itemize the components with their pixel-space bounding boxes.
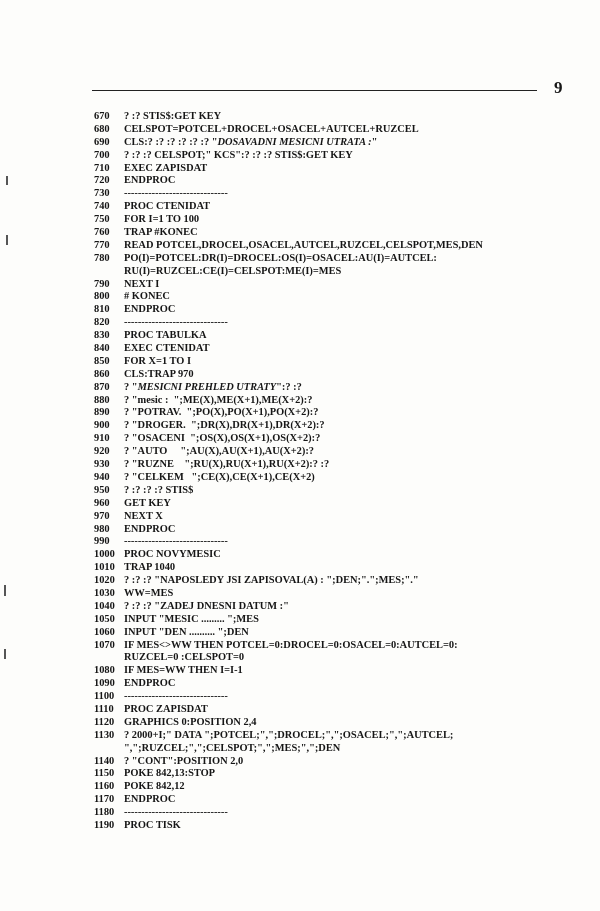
line-number: 1040 bbox=[94, 600, 115, 612]
code-line bbox=[94, 665, 594, 678]
code-line bbox=[94, 781, 594, 794]
line-code-italic: DOSAVADNI MESICNI UTRATA : bbox=[217, 136, 372, 148]
code-line bbox=[94, 201, 594, 214]
line-number: 1190 bbox=[94, 819, 115, 831]
line-number: 1120 bbox=[94, 716, 115, 728]
line-code-italic: MESICNI PREHLED UTRATY bbox=[137, 381, 277, 393]
line-number: 1090 bbox=[94, 678, 115, 690]
line-number: 810 bbox=[94, 304, 110, 316]
code-line-continuation bbox=[94, 743, 594, 756]
code-line bbox=[94, 175, 594, 188]
code-line bbox=[94, 807, 594, 820]
line-number: 1130 bbox=[94, 729, 115, 741]
line-number: 780 bbox=[94, 252, 110, 264]
line-number: 710 bbox=[94, 162, 110, 174]
code-line bbox=[94, 678, 594, 691]
code-line bbox=[94, 433, 594, 446]
line-code: EXEC CTENIDAT bbox=[124, 343, 210, 355]
line-number: 1100 bbox=[94, 691, 115, 703]
line-number: 1140 bbox=[94, 755, 115, 767]
code-line bbox=[94, 756, 594, 769]
line-number: 1160 bbox=[94, 781, 115, 793]
line-code: ------------------------------ bbox=[124, 536, 228, 548]
scan-edge-mark bbox=[4, 585, 6, 596]
line-number: 980 bbox=[94, 523, 110, 535]
code-line bbox=[94, 524, 594, 537]
scan-edge-mark bbox=[4, 649, 6, 659]
code-line bbox=[94, 137, 594, 150]
code-line bbox=[94, 240, 594, 253]
line-code: ? " bbox=[124, 381, 138, 393]
code-line bbox=[94, 395, 594, 408]
code-line bbox=[94, 704, 594, 717]
line-code: GET KEY bbox=[124, 497, 171, 509]
line-code: FOR I=1 TO 100 bbox=[124, 214, 200, 226]
code-line bbox=[94, 124, 594, 137]
code-line bbox=[94, 420, 594, 433]
line-number: 990 bbox=[94, 536, 110, 548]
line-code: ------------------------------ bbox=[124, 807, 228, 819]
code-line bbox=[94, 472, 594, 485]
line-code: # KONEC bbox=[124, 291, 170, 303]
line-code: ENDPROC bbox=[124, 678, 176, 690]
line-code: ------------------------------ bbox=[124, 317, 228, 329]
line-number: 830 bbox=[94, 330, 110, 342]
line-number: 1080 bbox=[94, 665, 115, 677]
code-line bbox=[94, 717, 594, 730]
line-code: ENDPROC bbox=[124, 175, 176, 187]
line-code: ? "CONT":POSITION 2,0 bbox=[124, 755, 244, 767]
line-code: EXEC ZAPISDAT bbox=[124, 162, 208, 174]
line-code: ENDPROC bbox=[124, 794, 176, 806]
line-code: PO(I)=POTCEL:DR(I)=DROCEL:OS(I)=OSACEL:AU(I)=AUTCEL: bbox=[124, 252, 437, 264]
line-number: 950 bbox=[94, 484, 110, 496]
line-number: 800 bbox=[94, 291, 110, 303]
code-line bbox=[94, 794, 594, 807]
line-number: 1110 bbox=[94, 703, 114, 715]
line-number: 960 bbox=[94, 497, 110, 509]
code-line bbox=[94, 330, 594, 343]
line-code-tail: ":? :? bbox=[276, 381, 302, 393]
line-number: 770 bbox=[94, 239, 110, 251]
code-line bbox=[94, 304, 594, 317]
line-number: 680 bbox=[94, 123, 110, 135]
line-number: 940 bbox=[94, 471, 110, 483]
code-line bbox=[94, 627, 594, 640]
line-code: POKE 842,13:STOP bbox=[124, 768, 216, 780]
line-code: INPUT "MESIC ......... ";MES bbox=[124, 613, 259, 625]
code-line bbox=[94, 536, 594, 549]
line-code: ? "POTRAV. ";PO(X),PO(X+1),PO(X+2):? bbox=[124, 407, 319, 419]
code-line bbox=[94, 163, 594, 176]
code-line bbox=[94, 317, 594, 330]
line-code: ? :? STIS$:GET KEY bbox=[124, 111, 222, 122]
line-code: ------------------------------ bbox=[124, 188, 228, 200]
code-line bbox=[94, 768, 594, 781]
line-code: ? 2000+I;" DATA ";POTCEL;",";DROCEL;",";OSACEL;",";AUTCEL; bbox=[124, 729, 454, 741]
code-line bbox=[94, 614, 594, 627]
line-code: NEXT I bbox=[124, 278, 160, 290]
line-code: ? :? :? "ZADEJ DNESNI DATUM :" bbox=[124, 600, 289, 612]
line-number: 1010 bbox=[94, 562, 115, 574]
line-number: 870 bbox=[94, 381, 110, 393]
line-code: ? :? :? :? STIS$ bbox=[124, 484, 194, 496]
code-line bbox=[94, 511, 594, 524]
code-listing bbox=[94, 111, 594, 833]
code-line bbox=[94, 549, 594, 562]
line-code: ? "AUTO ";AU(X),AU(X+1),AU(X+2):? bbox=[124, 446, 314, 458]
line-number: 1170 bbox=[94, 794, 115, 806]
line-code: ------------------------------ bbox=[124, 691, 228, 703]
line-number: 700 bbox=[94, 149, 110, 161]
header-rule bbox=[92, 90, 537, 91]
code-line bbox=[94, 188, 594, 201]
code-line bbox=[94, 253, 594, 266]
line-code: ? :? :? "NAPOSLEDY JSI ZAPISOVAL(A) : ";DEN;".";MES;"." bbox=[124, 575, 419, 587]
code-line-continuation bbox=[94, 266, 594, 279]
line-code-tail: " bbox=[371, 136, 378, 148]
code-line bbox=[94, 588, 594, 601]
line-number: 1180 bbox=[94, 807, 115, 819]
code-line bbox=[94, 485, 594, 498]
line-code: RU(I)=RUZCEL:CE(I)=CELSPOT:ME(I)=MES bbox=[124, 265, 342, 277]
scan-edge-mark bbox=[6, 235, 8, 245]
code-line bbox=[94, 575, 594, 588]
code-line bbox=[94, 227, 594, 240]
code-line bbox=[94, 382, 594, 395]
line-code: TRAP 1040 bbox=[124, 562, 176, 574]
line-code: PROC CTENIDAT bbox=[124, 201, 211, 213]
line-number: 880 bbox=[94, 394, 110, 406]
code-line bbox=[94, 446, 594, 459]
line-code: CLS:TRAP 970 bbox=[124, 368, 194, 380]
line-code: ? :? :? CELSPOT;" KCS":? :? :? STIS$:GET KEY bbox=[124, 149, 353, 161]
line-number: 1150 bbox=[94, 768, 115, 780]
line-number: 820 bbox=[94, 317, 110, 329]
code-line bbox=[94, 562, 594, 575]
line-code: PROC TISK bbox=[124, 819, 181, 831]
code-line bbox=[94, 369, 594, 382]
line-number: 760 bbox=[94, 227, 110, 239]
line-code: GRAPHICS 0:POSITION 2,4 bbox=[124, 716, 257, 728]
line-number: 1050 bbox=[94, 613, 115, 625]
line-number: 1070 bbox=[94, 639, 115, 651]
line-code: ? "OSACENI ";OS(X),OS(X+1),OS(X+2):? bbox=[124, 433, 321, 445]
code-line bbox=[94, 279, 594, 292]
code-line bbox=[94, 111, 594, 124]
line-number: 920 bbox=[94, 446, 110, 458]
line-number: 840 bbox=[94, 343, 110, 355]
line-number: 790 bbox=[94, 278, 110, 290]
line-code: CLS:? :? :? :? :? :? " bbox=[124, 136, 218, 148]
code-line bbox=[94, 498, 594, 511]
code-line bbox=[94, 343, 594, 356]
line-number: 860 bbox=[94, 368, 110, 380]
line-code: READ POTCEL,DROCEL,OSACEL,AUTCEL,RUZCEL,CELSPOT,MES,DEN bbox=[124, 239, 483, 251]
page-number: 9 bbox=[554, 78, 563, 97]
line-number: 930 bbox=[94, 459, 110, 471]
code-line bbox=[94, 820, 594, 833]
line-code: FOR X=1 TO I bbox=[124, 355, 192, 367]
code-line bbox=[94, 601, 594, 614]
line-code: PROC TABULKA bbox=[124, 330, 207, 342]
code-line bbox=[94, 214, 594, 227]
line-code: CELSPOT=POTCEL+DROCEL+OSACEL+AUTCEL+RUZCEL bbox=[124, 123, 419, 135]
line-code: IF MES<>WW THEN POTCEL=0:DROCEL=0:OSACEL=0:AUTCEL=0: bbox=[124, 639, 458, 651]
line-code: ? "RUZNE ";RU(X),RU(X+1),RU(X+2):? :? bbox=[124, 459, 330, 471]
line-number: 740 bbox=[94, 201, 110, 213]
line-number: 750 bbox=[94, 214, 110, 226]
line-number: 910 bbox=[94, 433, 110, 445]
code-line bbox=[94, 407, 594, 420]
line-number: 690 bbox=[94, 136, 110, 148]
line-code: RUZCEL=0 :CELSPOT=0 bbox=[124, 652, 245, 664]
line-code: ? "CELKEM ";CE(X),CE(X+1),CE(X+2) bbox=[124, 471, 315, 483]
line-code: ENDPROC bbox=[124, 523, 176, 535]
line-code: NEXT X bbox=[124, 510, 163, 522]
line-number: 970 bbox=[94, 510, 110, 522]
code-line bbox=[94, 291, 594, 304]
code-line-continuation bbox=[94, 652, 594, 665]
line-code: PROC ZAPISDAT bbox=[124, 703, 208, 715]
line-number: 900 bbox=[94, 420, 110, 432]
line-number: 730 bbox=[94, 188, 110, 200]
line-number: 670 bbox=[94, 111, 110, 122]
line-number: 1030 bbox=[94, 587, 115, 599]
line-code: WW=MES bbox=[124, 587, 174, 599]
code-line bbox=[94, 730, 594, 743]
line-code: ENDPROC bbox=[124, 304, 176, 316]
line-number: 1000 bbox=[94, 549, 115, 561]
line-code: PROC NOVYMESIC bbox=[124, 549, 221, 561]
line-number: 890 bbox=[94, 407, 110, 419]
line-code: ? "DROGER. ";DR(X),DR(X+1),DR(X+2):? bbox=[124, 420, 325, 432]
code-line bbox=[94, 640, 594, 653]
line-code: IF MES=WW THEN I=I-1 bbox=[124, 665, 243, 677]
line-number: 720 bbox=[94, 175, 110, 187]
code-line bbox=[94, 356, 594, 369]
line-code: INPUT "DEN .......... ";DEN bbox=[124, 626, 249, 638]
code-line bbox=[94, 691, 594, 704]
code-line bbox=[94, 150, 594, 163]
line-number: 1060 bbox=[94, 626, 115, 638]
line-number: 1020 bbox=[94, 575, 115, 587]
line-code: ? "mesic : ";ME(X),ME(X+1),ME(X+2):? bbox=[124, 394, 313, 406]
code-line bbox=[94, 459, 594, 472]
line-code: POKE 842,12 bbox=[124, 781, 185, 793]
line-number: 850 bbox=[94, 355, 110, 367]
scan-edge-mark bbox=[6, 176, 8, 185]
line-code: ",";RUZCEL;",";CELSPOT;",";MES;",";DEN bbox=[124, 742, 341, 754]
line-code: TRAP #KONEC bbox=[124, 227, 198, 239]
